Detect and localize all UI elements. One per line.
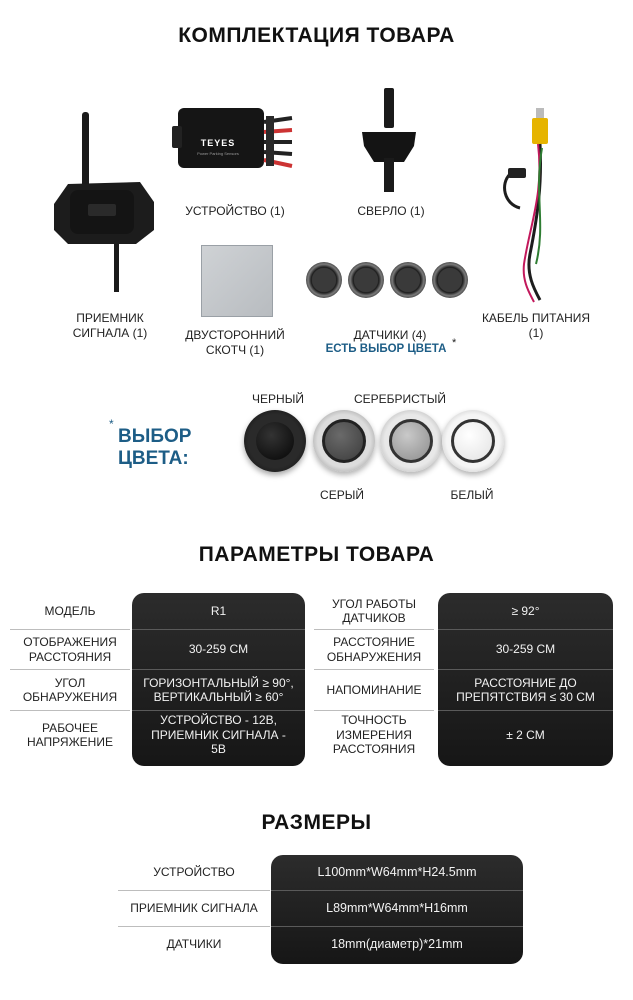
- color-asterisk: *: [109, 417, 114, 431]
- params-right-labels: [314, 593, 434, 759]
- sensor-4: [432, 262, 468, 298]
- param-label-accuracy: ТОЧНОСТЬ ИЗМЕРЕНИЯ РАССТОЯНИЯ: [332, 713, 416, 757]
- tape-image: [201, 245, 273, 317]
- color-label-white: БЕЛЫЙ: [450, 488, 494, 502]
- param-value-voltage: УСТРОЙСТВО - 12В, ПРИЕМНИК СИГНАЛА - 5В: [151, 713, 286, 757]
- sizes-values: [271, 855, 523, 964]
- size-value-device: L100mm*W64mm*H24.5mm: [317, 865, 477, 879]
- note-asterisk: *: [452, 337, 457, 349]
- size-label-receiver: ПРИЕМНИК СИГНАЛА: [130, 901, 258, 916]
- label-drill: СВЕРЛО (1): [357, 204, 425, 218]
- param-value-accuracy: ± 2 CM: [506, 727, 545, 742]
- size-value-receiver: L89mm*W64mm*H16mm: [326, 901, 468, 915]
- sensors-image: [306, 262, 476, 302]
- param-value-display-range: 30-259 CM: [188, 642, 249, 657]
- size-label-device: УСТРОЙСТВО: [153, 865, 235, 880]
- label-cable: КАБЕЛЬ ПИТАНИЯ (1): [481, 311, 591, 340]
- label-receiver: ПРИЕМНИК СИГНАЛА (1): [72, 311, 148, 340]
- color-swatch-silver[interactable]: [380, 410, 442, 472]
- param-value-reminder: РАССТОЯНИЕ ДО ПРЕПЯТСТВИЯ ≤ 30 CM: [456, 675, 595, 704]
- param-label-detection-range: РАССТОЯНИЕ ОБНАРУЖЕНИЯ: [326, 635, 422, 664]
- color-label-black: ЧЕРНЫЙ: [252, 392, 304, 406]
- label-device: УСТРОЙСТВО (1): [185, 204, 285, 218]
- sizes-labels: [118, 855, 270, 962]
- color-swatch-gray[interactable]: [313, 410, 375, 472]
- param-label-display-range: ОТОБРАЖЕНИЯ РАССТОЯНИЯ: [23, 635, 117, 664]
- param-label-voltage: РАБОЧЕЕ НАПРЯЖЕНИЕ: [27, 720, 113, 749]
- device-brand: TEYES: [200, 138, 236, 148]
- params-left-values: [132, 593, 305, 766]
- swatch-core-black: [256, 422, 294, 460]
- params-left-labels: [10, 593, 130, 759]
- param-label-detection-angle: УГОЛ ОБНАРУЖЕНИЯ: [22, 675, 118, 704]
- size-value-sensors: 18mm(диаметр)*21mm: [331, 937, 463, 951]
- param-label-model: МОДЕЛЬ: [44, 603, 96, 618]
- param-value-detection-angle: ГОРИЗОНТАЛЬНЫЙ ≥ 90°, ВЕРТИКАЛЬНЫЙ ≥ 60°: [143, 675, 294, 704]
- swatch-core-gray: [322, 419, 366, 463]
- drill-image: [356, 88, 422, 194]
- label-tape: ДВУСТОРОННИЙ СКОТЧ (1): [185, 328, 285, 357]
- sizes-title: РАЗМЕРЫ: [261, 811, 372, 834]
- color-label-silver: СЕРЕБРИСТЫЙ: [353, 392, 447, 406]
- color-swatch-black[interactable]: [244, 410, 306, 472]
- param-value-model: R1: [210, 603, 227, 618]
- color-heading: [118, 426, 191, 470]
- sensor-3: [390, 262, 426, 298]
- param-label-reminder: НАПОМИНАНИЕ: [326, 682, 422, 697]
- kit-title: КОМПЛЕКТАЦИЯ ТОВАРА: [178, 24, 455, 47]
- swatch-core-silver: [389, 419, 433, 463]
- color-choice-note: ЕСТЬ ВЫБОР ЦВЕТА: [325, 343, 447, 355]
- receiver-image: [48, 112, 158, 292]
- cable-image: [490, 104, 570, 304]
- device-subtext: Power Parking Sensors: [197, 151, 239, 156]
- sensor-2: [348, 262, 384, 298]
- param-label-sensor-angle: УГОЛ РАБОТЫ ДАТЧИКОВ: [331, 596, 417, 625]
- label-sensors: ДАТЧИКИ (4): [353, 328, 427, 342]
- color-label-gray: СЕРЫЙ: [320, 488, 364, 502]
- color-swatch-white[interactable]: [442, 410, 504, 472]
- params-title: ПАРАМЕТРЫ ТОВАРА: [198, 543, 435, 566]
- params-right-values: [438, 593, 613, 766]
- color-heading-line1: ВЫБОР: [118, 426, 192, 447]
- param-value-sensor-angle: ≥ 92°: [511, 603, 540, 618]
- param-value-detection-range: 30-259 CM: [495, 642, 556, 657]
- size-label-sensors: ДАТЧИКИ: [166, 937, 222, 952]
- swatch-core-white: [451, 419, 495, 463]
- color-heading-line2: ЦВЕТА:: [118, 447, 189, 469]
- sensor-1: [306, 262, 342, 298]
